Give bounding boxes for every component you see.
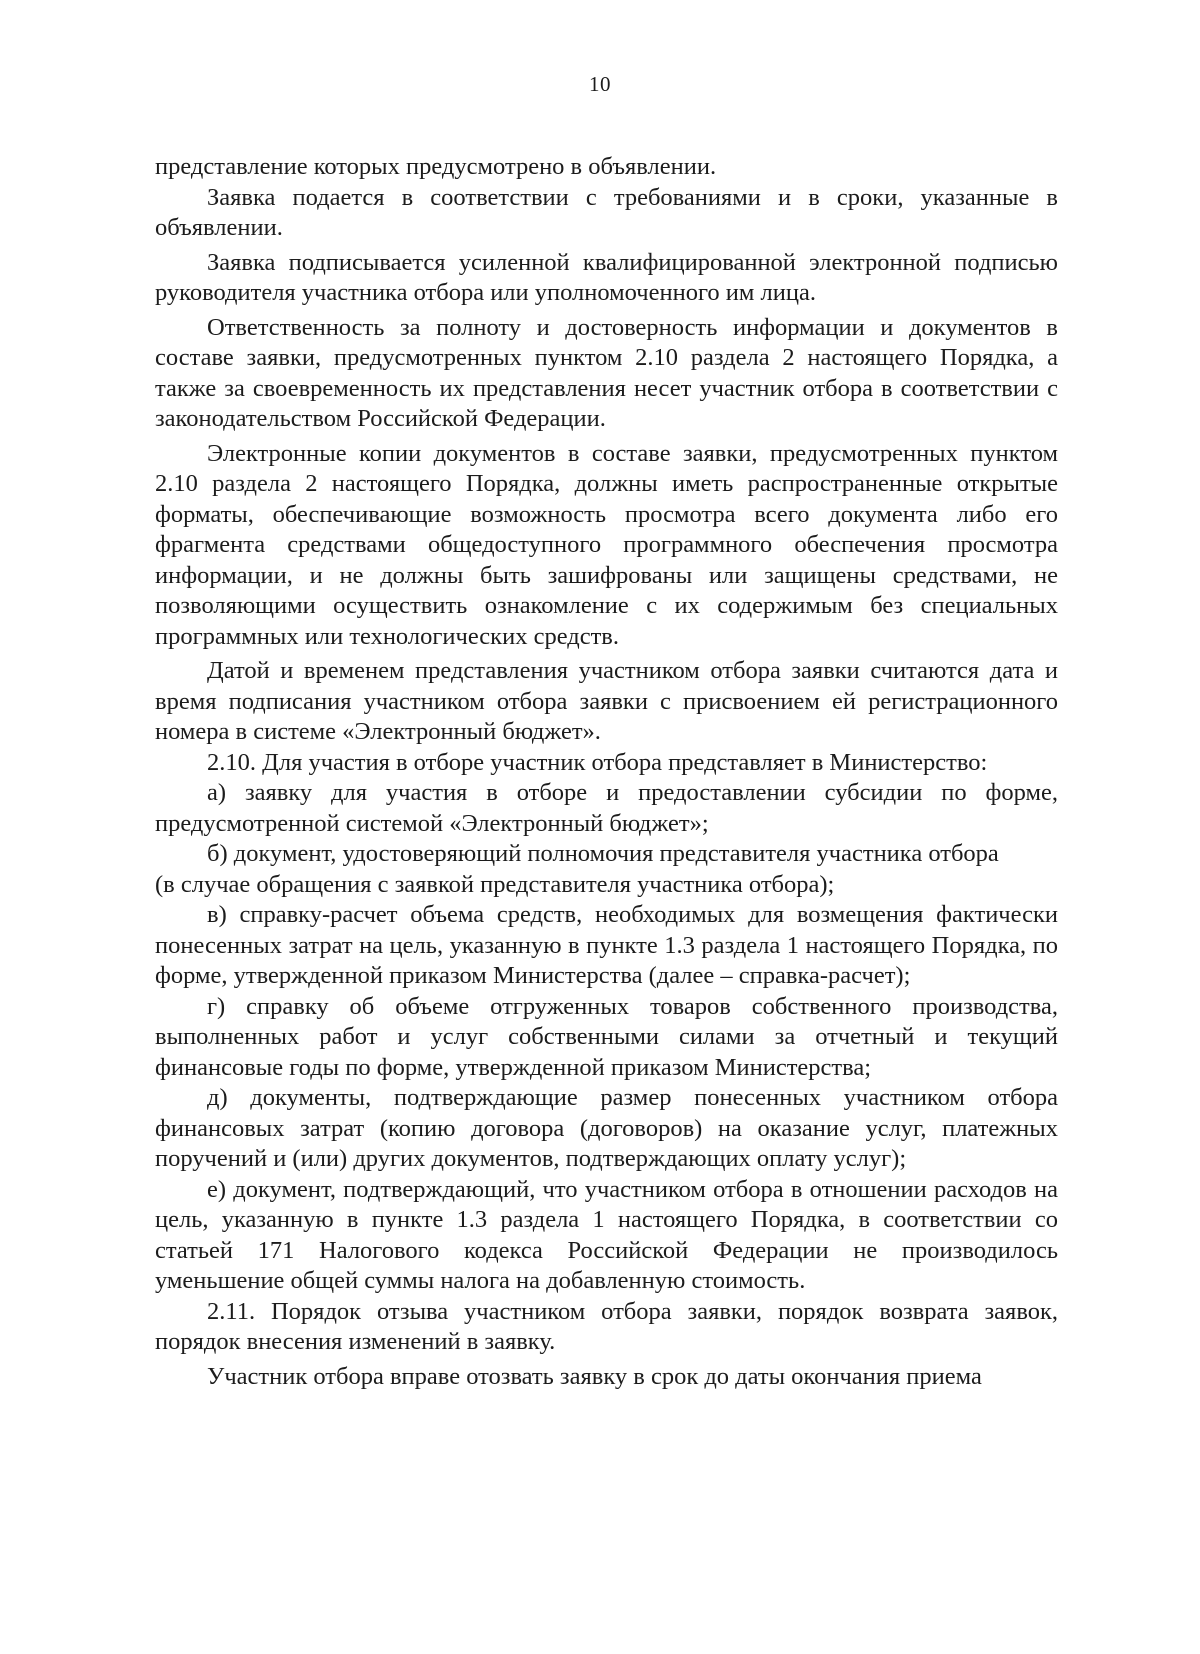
- paragraph: Участник отбора вправе отозвать заявку в срок до даты окончания приема: [207, 1362, 982, 1390]
- paragraph: (в случае обращения с заявкой представителя участника отбора);: [155, 870, 835, 898]
- paragraph: Ответственность за полноту и достоверность информации и документов в составе заявки, предусмотренных пунктом 2.10 раздела 2 настоящего Порядка, а также за своевременность их представления несет участник отбора в соответствии с законодательством Российской Федерации.: [155, 313, 1058, 432]
- list-item: г) справку об объеме отгруженных товаров собственного производства, выполненных работ и услуг собственными силами за отчетный и текущий финансовые годы по форме, утвержденной приказом Министерства;: [155, 992, 1058, 1081]
- section-heading: 2.11. Порядок отзыва участником отбора заявки, порядок возврата заявок, порядок внесения изменений в заявку.: [155, 1297, 1058, 1355]
- paragraph: Заявка подписывается усиленной квалифицированной электронной подписью руководителя участника отбора или уполномоченного им лица.: [155, 248, 1058, 306]
- paragraph: 2.10. Для участия в отборе участник отбора представляет в Министерство:: [207, 748, 988, 776]
- paragraph: Заявка подается в соответствии с требованиями и в сроки, указанные в объявлении.: [155, 183, 1058, 241]
- document-body: [155, 152, 1058, 1392]
- list-item: в) справку-расчет объема средств, необходимых для возмещения фактически понесенных затрат на цель, указанную в пункте 1.3 раздела 1 настоящего Порядка, по форме, утвержденной приказом Министерства (далее – справка-расчет);: [155, 901, 1058, 989]
- paragraph: Электронные копии документов в составе заявки, предусмотренных пунктом 2.10 раздела 2 настоящего Порядка, должны иметь распространенные открытые форматы, обеспечивающие возможность просмотра всего документа либо его фрагмента средствами общедоступного программного обеспечения просмотра информации, и не должны быть зашифрованы или защищены средствами, не позволяющими осуществить ознакомление с их содержимым без специальных программных или технологических средств.: [155, 439, 1058, 650]
- list-item: а) заявку для участия в отборе и предоставлении субсидии по форме, предусмотренной системой «Электронный бюджет»;: [155, 779, 1058, 837]
- list-item: д) документы, подтверждающие размер понесенных участником отбора финансовых затрат (копию договора (договоров) на оказание услуг, платежных поручений и (или) других документов, подтверждающих оплату услуг);: [155, 1084, 1058, 1172]
- list-item: е) документ, подтверждающий, что участником отбора в отношении расходов на цель, указанную в пункте 1.3 раздела 1 настоящего Порядка, в соответствии со статьей 171 Налогового кодекса Российской Федерации не производилось уменьшение общей суммы налога на добавленную стоимость.: [155, 1175, 1058, 1294]
- paragraph: Датой и временем представления участником отбора заявки считаются дата и время подписания участником отбора заявки с присвоением ей регистрационного номера в системе «Электронный бюджет».: [155, 657, 1058, 745]
- page-number: 10: [589, 72, 611, 96]
- paragraph: представление которых предусмотрено в объявлении.: [155, 153, 717, 180]
- list-item: б) документ, удостоверяющий полномочия представителя участника отбора: [207, 840, 999, 867]
